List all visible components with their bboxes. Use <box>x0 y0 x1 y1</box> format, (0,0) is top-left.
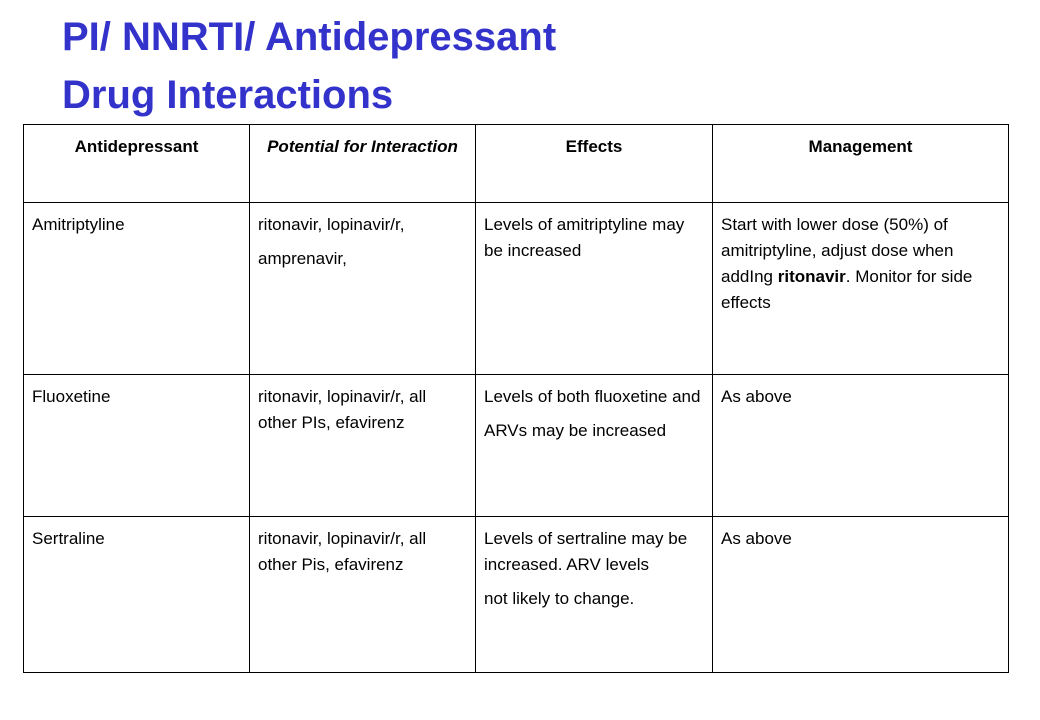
cell-potential-line: amprenavir, <box>258 249 347 268</box>
cell-potential-line: ritonavir, lopinavir/r, <box>258 215 405 234</box>
cell-potential <box>250 517 476 673</box>
cell-management-bold-drug: ritonavir <box>777 267 846 286</box>
cell-effects-line: Levels of amitriptyline may be increased <box>484 215 685 260</box>
cell-potential-line: ritonavir, lopinavir/r, all other Pis, efavirenz <box>258 529 427 574</box>
cell-antidepressant: Sertraline <box>24 517 250 673</box>
drug-interaction-table <box>23 124 1009 673</box>
slide-title-line-1: PI/ NNRTI/ Antidepressant <box>62 15 557 59</box>
cell-effects-line: not likely to change. <box>484 589 635 608</box>
cell-management <box>713 203 1009 375</box>
cell-effects-line: ARVs may be increased <box>484 421 667 440</box>
cell-antidepressant: Amitriptyline <box>24 203 250 375</box>
header-antidepressant: Antidepressant <box>24 125 250 203</box>
cell-effects <box>476 517 713 673</box>
slide-title-line-2: Drug Interactions <box>62 73 394 117</box>
table-header-row <box>24 125 1009 203</box>
cell-effects <box>476 375 713 517</box>
cell-potential <box>250 375 476 517</box>
cell-effects-line: Levels of both fluoxetine and <box>484 387 701 406</box>
header-effects: Effects <box>476 125 713 203</box>
header-potential-for-interaction: Potential for Interaction <box>250 125 476 203</box>
slide-title <box>62 8 556 124</box>
cell-potential <box>250 203 476 375</box>
cell-management: As above <box>713 517 1009 673</box>
cell-management-text-end: . Monitor for side effects <box>721 267 973 312</box>
table-row-sertraline <box>24 517 1009 673</box>
header-management: Management <box>713 125 1009 203</box>
cell-antidepressant: Fluoxetine <box>24 375 250 517</box>
cell-effects-line: Levels of sertraline may be increased. ARV levels <box>484 529 688 574</box>
table-row-fluoxetine <box>24 375 1009 517</box>
cell-effects <box>476 203 713 375</box>
cell-management: As above <box>713 375 1009 517</box>
table-row-amitriptyline <box>24 203 1009 375</box>
cell-potential-line: ritonavir, lopinavir/r, all other PIs, efavirenz <box>258 387 427 432</box>
cell-management-text: Start with lower dose (50%) of amitriptyline, adjust dose when addIng <box>721 215 954 286</box>
